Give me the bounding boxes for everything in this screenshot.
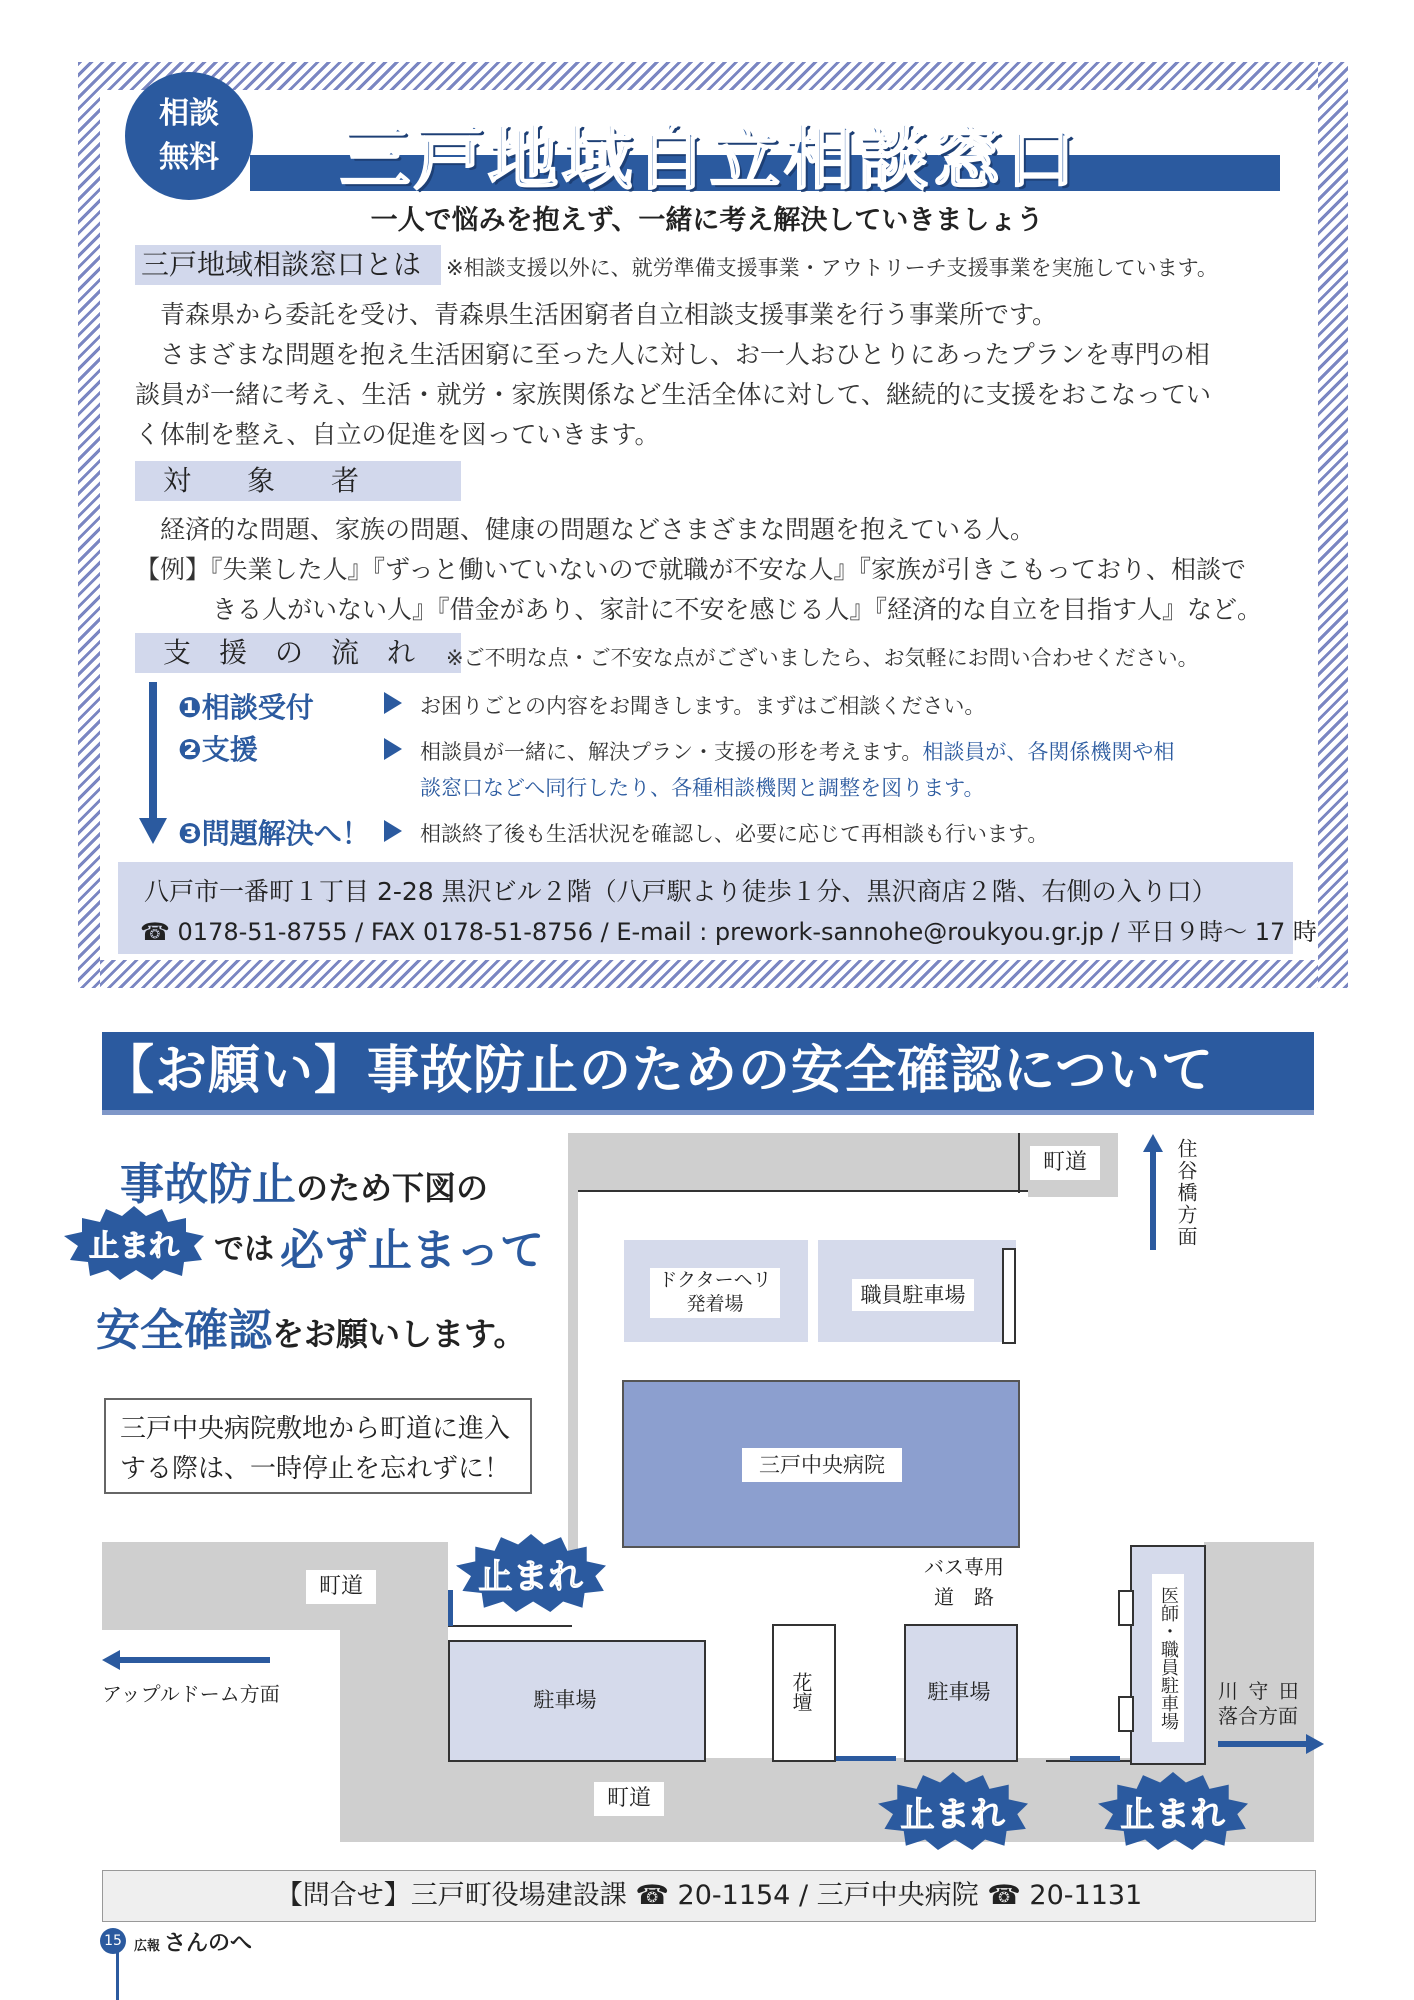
stop-sign-south-text: 止まれ [900,1794,1006,1835]
doctor-parking-gate [1118,1696,1134,1732]
contact-address: 八戸市一番町１丁目 2-28 黒沢ビル２階（八戸駅より徒歩１分、黒沢商店２階、右側の入り口） [144,877,1217,906]
safety-line-2-blue: 必ず止まって [280,1225,544,1276]
road-left-vertical [568,1133,578,1558]
safety-line-3-rest: をお願いします。 [272,1315,526,1353]
target-line: 経済的な問題、家族の問題、健康の問題などさまざまな問題を抱えている人。 [160,515,1036,544]
footer-publication [134,1926,252,1957]
road-label-bottom: 町道 [594,1782,664,1816]
notice-line-2: する際は、一時停止を忘れずに！ [120,1454,511,1484]
stop-sign-west-text: 止まれ [478,1556,584,1597]
step-2-text-main: 相談員が一緒に、解決プラン・支援の形を考えます。 [420,740,923,764]
hatch-border-top [78,62,1348,90]
safety-heading: 【お願い】事故防止のための安全確認について [102,1041,1214,1101]
step-1-title: ❶相談受付 [178,691,314,724]
site-line [578,1190,1028,1192]
step-3-arrow-icon [384,820,402,842]
about-line: 青森県から委託を受け、青森県生活困窮者自立相談支援事業を行う事業所です。 [160,300,1058,329]
east-arrow-head [1306,1734,1324,1754]
step-2-text [420,736,1174,766]
step-1-text: お困りごとの内容をお聞きします。まずはご相談ください。 [420,694,986,718]
safety-line-1 [120,1148,488,1212]
flowerbed-label: 花壇 [789,1672,813,1712]
heliport-label-1: ドクターヘリ [658,1269,772,1291]
bus-road-label-2: 道 路 [934,1585,994,1609]
step-2-arrow-icon [384,738,402,760]
direction-kawamorita-1: 川 守 田 [1218,1679,1301,1703]
west-arrow-head [102,1650,120,1670]
flow-note: ※ご不明な点・ご不安な点がございましたら、お気軽にお問い合わせください。 [446,646,1199,670]
about-line: さまざまな問題を抱え生活困窮に至った人に対し、お一人おひとりにあったプランを専門の相 [160,340,1210,369]
badge-line1: 相談 [159,96,219,131]
step-3-title: ❸問題解決へ！ [178,817,370,850]
consultation-subtitle: 一人で悩みを抱えず、一緒に考え解決していきましょう [370,205,1044,236]
stop-line-south [836,1756,896,1761]
north-arrow-head [1143,1134,1163,1152]
flow-label: 支 援 の 流 れ [135,633,461,673]
doctor-parking-gate [1118,1590,1134,1626]
step-2-title: ❷支援 [178,733,258,766]
badge-line2: 無料 [159,140,219,175]
safety-line-1-blue: 事故防止 [120,1159,296,1210]
footer-title: さんのへ [164,1931,253,1956]
bus-road-label-1: バス専用 [924,1555,1004,1579]
east-arrow-shaft [1218,1741,1308,1747]
hatch-border-bottom [78,960,1348,988]
safety-line-3-blue: 安全確認 [96,1305,272,1356]
west-arrow-shaft [120,1657,270,1663]
flow-arrow-head [139,818,167,844]
contact-info: ☎ 0178-51-8755 / FAX 0178-51-8756 / E-mail : prework-sannohe@roukyou.gr.jp / 平日９時～ 17 時 [140,918,1317,946]
staff-parking-gate [1002,1248,1016,1344]
direction-kawamorita-2: 落合方面 [1218,1704,1298,1728]
stop-sign-south [878,1772,1028,1850]
bus-road-label [914,1552,1014,1614]
safety-line-3 [96,1294,525,1358]
road-label-top: 町道 [1030,1146,1100,1180]
target-line: 【例】『失業した人』『ずっと働いていないので就職が不安な人』『家族が引きこもっており、相談で [135,555,1247,584]
road-label-west: 町道 [306,1570,376,1604]
consultation-title: 三戸地域自立相談窓口 [340,117,1080,199]
hospital-label: 三戸中央病院 [742,1448,902,1482]
stop-sign-west [456,1534,606,1612]
free-consultation-badge [125,72,253,200]
step-3-text: 相談終了後も生活状況を確認し、必要に応じて再相談も行います。 [420,822,1049,846]
site-line [1018,1133,1020,1193]
step-1-arrow-icon [384,692,402,714]
direction-apple-dome: アップルドーム方面 [102,1682,280,1706]
safety-line-1-rest: のため下図の [296,1169,489,1207]
about-note: ※相談支援以外に、就労準備支援事業・アウトリーチ支援事業を実施しています。 [446,256,1218,280]
inquiry-bar: 【問合せ】三戸町役場建設課 ☎ 20-1154 / 三戸中央病院 ☎ 20-1131 [102,1870,1316,1922]
heliport-label [650,1268,780,1318]
footer-line [116,1950,119,2000]
about-line: く体制を整え、自立の促進を図っていきます。 [135,420,660,449]
step-2-text-blue-line2: 談窓口などへ同行したり、各種相談機関と調整を図ります。 [420,776,985,800]
direction-sumiya: 住谷橋方面 [1174,1138,1198,1248]
parking-center-label: 駐車場 [927,1680,991,1704]
about-line: 談員が一緒に考え、生活・就労・家族関係など生活全体に対して、継続的に支援をおこなってい [135,380,1212,409]
step-2-text-blue: 相談員が、各関係機関や相 [922,740,1175,764]
heliport-label-2: 発着場 [686,1293,744,1315]
site-line [448,1625,572,1627]
footer-prefix: 広報 [134,1939,161,1954]
stop-line-west [448,1590,453,1626]
staff-parking-label: 職員駐車場 [852,1279,974,1311]
stop-sign-east-text: 止まれ [1120,1794,1226,1835]
notice-line-1: 三戸中央病院敷地から町道に進入 [120,1414,511,1444]
safety-line-2-mid: では [214,1232,274,1267]
about-label: 三戸地域相談窓口とは [135,245,441,285]
doctor-parking-label: 医師・職員駐車場 [1152,1574,1184,1742]
page-number: 15 [100,1928,126,1954]
parking-west-label: 駐車場 [533,1688,597,1712]
target-line: きる人がいない人』『借金があり、家計に不安を感じる人』『経済的な自立を目指す人』など。 [212,595,1263,624]
inline-stop-text: 止まれ [89,1229,179,1264]
target-label: 対 象 者 [135,461,461,501]
north-arrow-shaft [1150,1150,1156,1250]
stop-sign-east [1098,1772,1248,1850]
stop-line-east [1070,1756,1120,1761]
flow-arrow-shaft [149,682,157,822]
